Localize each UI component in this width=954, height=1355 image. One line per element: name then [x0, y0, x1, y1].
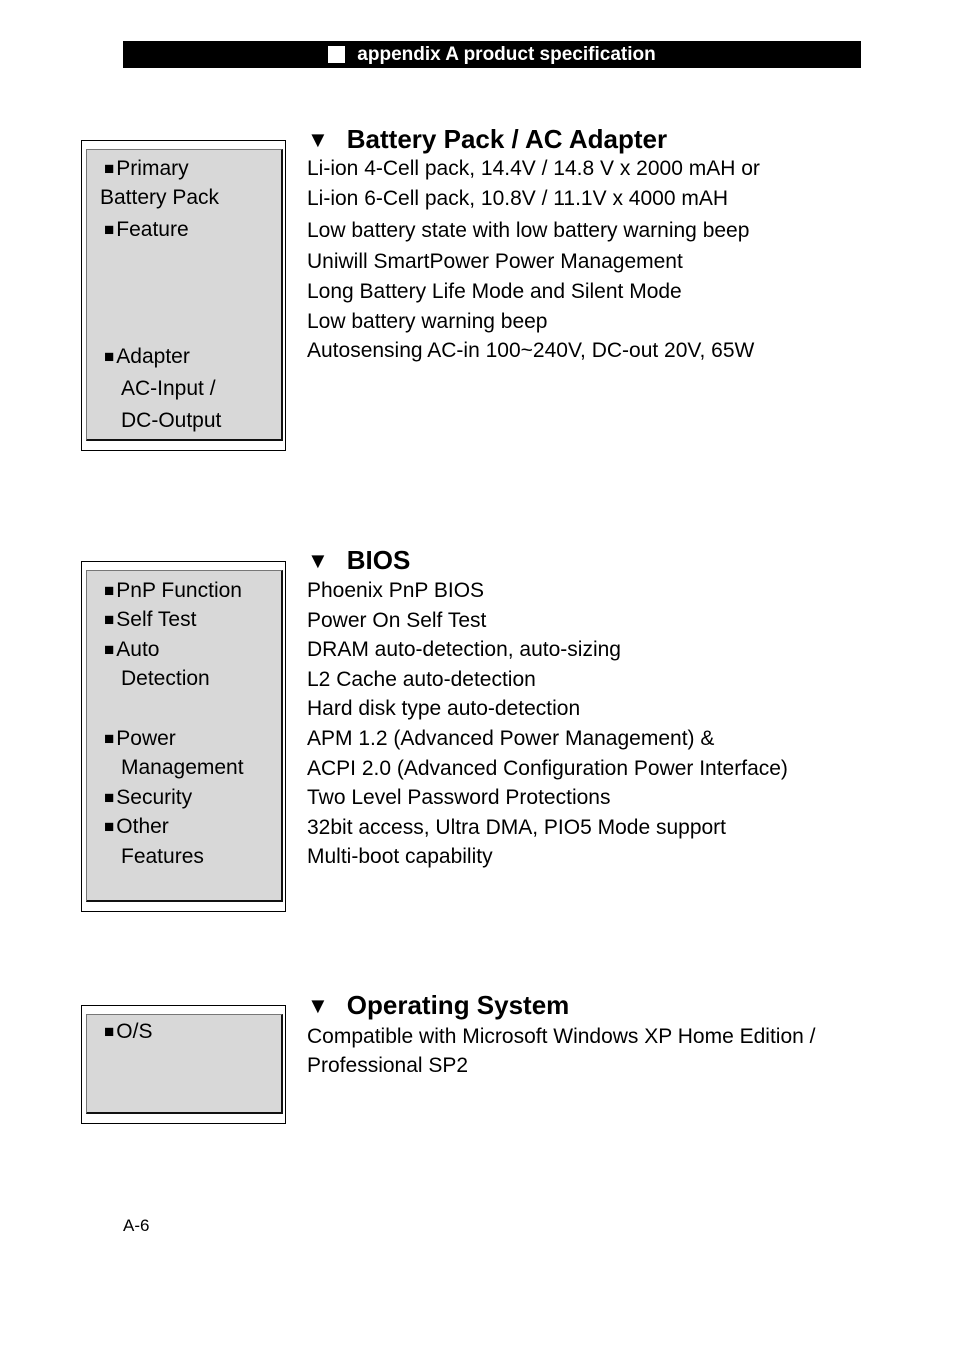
section-title-bios: ▼ BIOS — [307, 545, 411, 575]
bullet-icon: ■ — [104, 220, 115, 239]
section-title-os: ▼ Operating System — [307, 990, 570, 1020]
triangle-down-icon: ▼ — [307, 127, 329, 152]
side-item-power: ■Power — [104, 727, 176, 750]
header-square-icon — [328, 46, 345, 63]
bullet-icon: ■ — [104, 1022, 115, 1041]
side-item-primary-cont: Battery Pack — [100, 186, 220, 209]
battery-spec-line: Uniwill SmartPower Power Management — [307, 250, 683, 273]
side-item-feature: ■Feature — [104, 218, 189, 241]
battery-spec-line: Li-ion 6-Cell pack, 10.8V / 11.1V x 4000 mAH — [307, 187, 728, 210]
os-spec-line: Compatible with Microsoft Windows XP Home Edition / — [307, 1025, 816, 1048]
bios-spec-line: Phoenix PnP BIOS — [307, 579, 485, 602]
bullet-icon: ■ — [104, 347, 115, 366]
triangle-down-icon: ▼ — [307, 993, 329, 1018]
battery-spec-line: Low battery state with low battery warning beep — [307, 219, 750, 242]
page-header — [123, 41, 861, 68]
bullet-icon: ■ — [104, 610, 115, 629]
bios-spec-line: APM 1.2 (Advanced Power Management) & — [307, 727, 715, 750]
bios-spec-line: Hard disk type auto-detection — [307, 697, 581, 720]
bios-spec-line: DRAM auto-detection, auto-sizing — [307, 638, 621, 661]
battery-sidebox — [81, 140, 286, 451]
side-item-security: ■Security — [104, 786, 193, 809]
os-spec-line: Professional SP2 — [307, 1054, 469, 1077]
side-item-adapter-cont2: DC-Output — [121, 409, 222, 432]
side-item-power-cont: Management — [121, 756, 244, 779]
bullet-icon: ■ — [104, 788, 115, 807]
bullet-icon: ■ — [104, 581, 115, 600]
bios-spec-line: ACPI 2.0 (Advanced Configuration Power Interface) — [307, 757, 788, 780]
battery-spec-line: Li-ion 4-Cell pack, 14.4V / 14.8 V x 2000 mAH or — [307, 157, 760, 180]
triangle-down-icon: ▼ — [307, 548, 329, 573]
bios-sidebox — [81, 561, 286, 912]
side-item-pnp: ■PnP Function — [104, 579, 242, 602]
side-item-adapter-cont: AC-Input / — [121, 377, 216, 400]
section-title-battery: ▼ Battery Pack / AC Adapter — [307, 124, 668, 154]
side-item-auto: ■Auto — [104, 638, 160, 661]
bullet-icon: ■ — [104, 640, 115, 659]
battery-sidebox-panel — [86, 149, 283, 441]
os-sidebox — [81, 1005, 286, 1124]
bullet-icon: ■ — [104, 159, 115, 178]
bullet-icon: ■ — [104, 817, 115, 836]
battery-spec-line: Autosensing AC-in 100~240V, DC-out 20V, 65W — [307, 339, 755, 362]
side-item-auto-cont: Detection — [121, 667, 210, 690]
bios-spec-line: 32bit access, Ultra DMA, PIO5 Mode support — [307, 816, 727, 839]
side-item-self-test: ■Self Test — [104, 608, 197, 631]
side-item-other-cont: Features — [121, 845, 204, 868]
bullet-icon: ■ — [104, 729, 115, 748]
side-item-other: ■Other — [104, 815, 169, 838]
side-item-adapter: ■Adapter — [104, 345, 190, 368]
side-item-primary: ■Primary — [104, 157, 189, 180]
battery-spec-line: Long Battery Life Mode and Silent Mode — [307, 280, 682, 303]
bios-spec-line: L2 Cache auto-detection — [307, 668, 536, 691]
page-number: A-6 — [123, 1216, 150, 1235]
side-item-os: ■O/S — [104, 1020, 153, 1043]
bios-spec-line: Multi-boot capability — [307, 845, 493, 868]
bios-spec-line: Two Level Password Protections — [307, 786, 611, 809]
header-title: appendix A product specification — [357, 43, 656, 65]
bios-spec-line: Power On Self Test — [307, 609, 487, 632]
bios-sidebox-panel — [86, 570, 283, 902]
os-sidebox-panel — [86, 1014, 283, 1114]
battery-spec-line: Low battery warning beep — [307, 310, 548, 333]
